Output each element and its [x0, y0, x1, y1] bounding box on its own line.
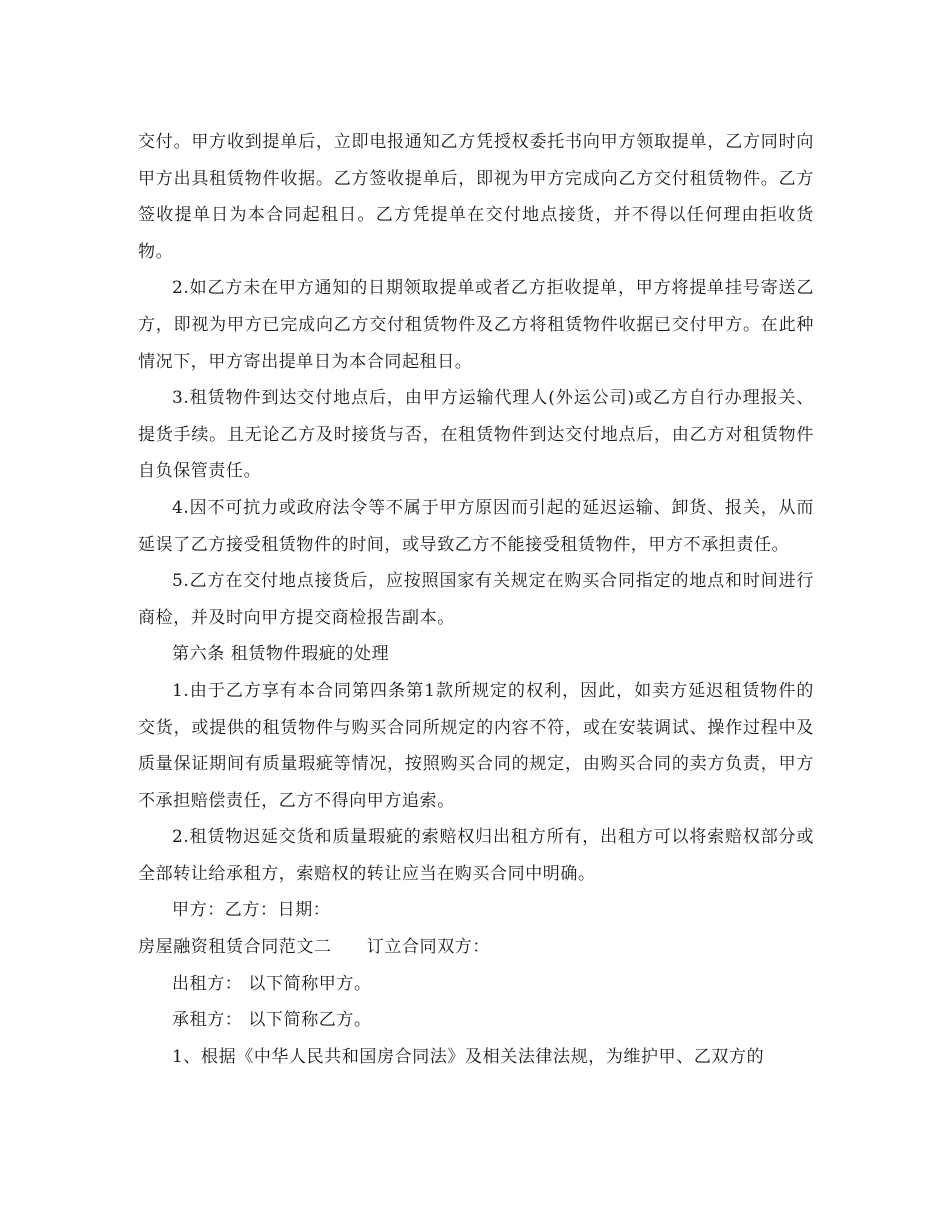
section-heading-article-6: 第六条 租赁物件瑕疵的处理	[172, 644, 390, 665]
lessee-line: 承租方： 以下简称乙方。	[172, 1010, 372, 1031]
paragraph-clause-2: 2.如乙方未在甲方通知的日期领取提单或者乙方拒收提单，甲方将提单挂号寄送乙方，即视为甲方已完成向乙方交付租赁物件及乙方将租赁物件收据已交付甲方。在此种情况下，甲方寄出提单日为本合同起租日。	[138, 278, 814, 372]
paragraph-delivery-continued: 交付。甲方收到提单后，立即电报通知乙方凭授权委托书向甲方领取提单，乙方同时向甲方出具租赁物件收据。乙方签收提单后，即视为甲方完成向乙方交付租赁物件。乙方签收提单日为本合同起租日。乙方凭提单在交付地点接货，并不得以任何理由拒收货物。	[138, 132, 814, 262]
paragraph-article-6-clause-2: 2.租赁物迟延交货和质量瑕疵的索赔权归出租方所有，出租方可以将索赔权部分或全部转让给承租方，索赔权的转让应当在购买合同中明确。	[138, 827, 814, 884]
document-body	[138, 124, 814, 1075]
paragraph-contract-two-clause-1: 1、根据《中华人民共和国房合同法》及相关法律法规，为维护甲、乙双方的	[172, 1046, 765, 1067]
paragraph-article-6-clause-1: 1.由于乙方享有本合同第四条第1款所规定的权利，因此，如卖方延迟租赁物件的交货，或提供的租赁物件与购买合同所规定的内容不符，或在安装调试、操作过程中及质量保证期间有质量瑕疵等情况，按照购买合同的规定，由购买合同的卖方负责，甲方不承担赔偿责任，乙方不得向甲方追索。	[138, 680, 814, 811]
contract-two-title: 房屋融资租赁合同范文二 订立合同双方：	[138, 937, 490, 958]
paragraph-clause-5: 5.乙方在交付地点接货后，应按照国家有关规定在购买合同指定的地点和时间进行商检，并及时向甲方提交商检报告副本。	[138, 571, 814, 628]
paragraph-clause-3: 3.租赁物件到达交付地点后，由甲方运输代理人(外运公司)或乙方自行办理报关、提货手续。且无论乙方及时接货与否，在租赁物件到达交付地点后，由乙方对租赁物件自负保管责任。	[138, 388, 814, 482]
signature-line: 甲方：乙方：日期：	[172, 900, 331, 921]
lessor-line: 出租方： 以下简称甲方。	[172, 973, 372, 994]
paragraph-clause-4: 4.因不可抗力或政府法令等不属于甲方原因而引起的延迟运输、卸货、报关，从而延误了乙方接受租赁物件的时间，或导致乙方不能接受租赁物件，甲方不承担责任。	[138, 497, 814, 555]
